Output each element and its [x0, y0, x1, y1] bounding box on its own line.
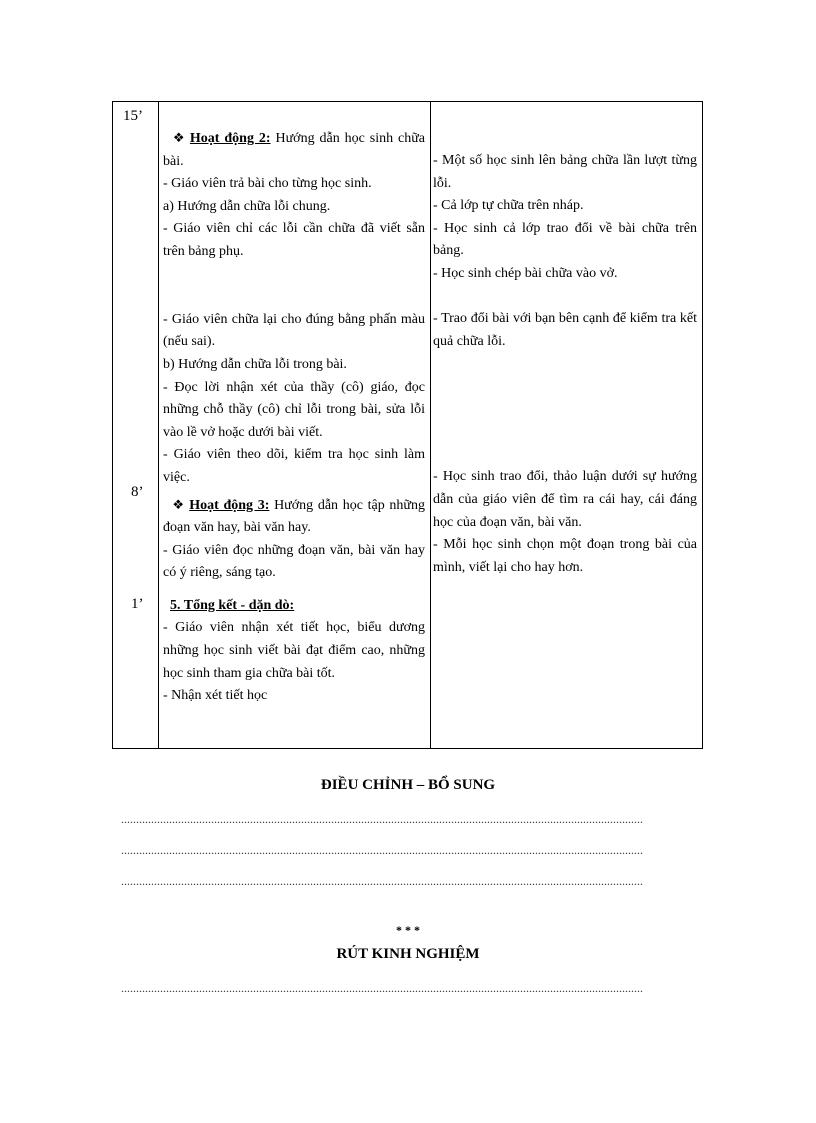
student-activities [433, 150, 697, 579]
teacher-line: - Giáo viên chỉ các lỗi cần chữa đã viết sẵn trên bảng phụ. [163, 221, 425, 259]
student-line: - Trao đổi bài với bạn bên cạnh để kiểm tra kết quả chữa lỗi. [433, 311, 697, 349]
teacher-line: - Giáo viên đọc những đoạn văn, bài văn hay có ý riêng, sáng tạo. [163, 542, 425, 581]
section-5-label: 5. Tổng kết - dặn dò: [170, 597, 295, 613]
student-line: - Học sinh cả lớp trao đổi về bài chữa trên bảng. [433, 220, 697, 259]
experience-title: RÚT KINH NGHIỆM [336, 946, 480, 962]
teacher-line: - Giáo viên chữa lại cho đúng bằng phấn màu (nếu sai). [163, 311, 425, 350]
dotted-line: .............................................................................................................................................................................. [121, 981, 643, 995]
activity-2-label: Hoạt động 2: [189, 131, 271, 146]
activity-2-heading [163, 127, 425, 173]
student-line: - Một số học sinh lên bảng chữa lần lượt từng lỗi. [433, 153, 697, 191]
teacher-line: - Giáo viên trả bài cho từng học sinh. [163, 176, 372, 192]
teacher-line: b) Hướng dẫn chữa lỗi trong bài. [163, 356, 347, 372]
activity-3-label: Hoạt động 3: [189, 497, 270, 513]
section-5-heading [163, 595, 425, 618]
time-1: 1’ [131, 596, 144, 612]
activity-3-heading [163, 494, 425, 540]
student-line: - Mỗi học sinh chọn một đoạn trong bài của mình, viết lại cho hay hơn. [433, 537, 697, 575]
activity-3-text: Hướng dẫn học tập những đoạn văn hay, bài văn hay. [163, 497, 426, 536]
teacher-line: - Đọc lời nhận xét của thầy (cô) giáo, đọc những chỗ thầy (cô) chỉ lỗi trong bài, sửa lỗi vào lề vở hoặc dưới bài viết. [163, 379, 425, 440]
adjustment-title: ĐIỀU CHỈNH – BỔ SUNG [320, 777, 496, 793]
time-15: 15’ [123, 108, 143, 124]
diamond-bullet-icon: ❖ [172, 496, 186, 512]
column-divider [158, 102, 159, 748]
time-8: 8’ [131, 484, 144, 500]
column-divider [430, 102, 431, 748]
activity-2-text: Hướng dẫn học sinh chữa bài. [163, 131, 426, 169]
student-line: - Học sinh trao đổi, thảo luận dưới sự hướng dẫn của giáo viên để tìm ra cái hay, cái đáng học của đoạn văn, bài văn. [433, 469, 697, 530]
dotted-line: .............................................................................................................................................................................. [121, 874, 643, 888]
teacher-activities [163, 127, 425, 708]
student-line: - Cả lớp tự chữa trên nháp. [433, 198, 584, 214]
dotted-line: .............................................................................................................................................................................. [121, 812, 643, 826]
diamond-bullet-icon: ❖ [172, 130, 186, 145]
student-line: - Học sinh chép bài chữa vào vở. [433, 265, 618, 281]
teacher-line: - Nhận xét tiết học [163, 688, 268, 704]
dotted-line: .............................................................................................................................................................................. [121, 843, 643, 857]
teacher-line: - Giáo viên theo dõi, kiểm tra học sinh làm việc. [163, 447, 425, 485]
teacher-line: - Giáo viên nhận xét tiết học, biểu dương những học sinh viết bài đạt điểm cao, những học sinh tham gia chữa bài tốt. [163, 620, 425, 681]
separator-stars: * * * [396, 923, 420, 937]
lesson-plan-table [112, 101, 703, 749]
teacher-line: a) Hướng dẫn chữa lỗi chung. [163, 198, 331, 214]
